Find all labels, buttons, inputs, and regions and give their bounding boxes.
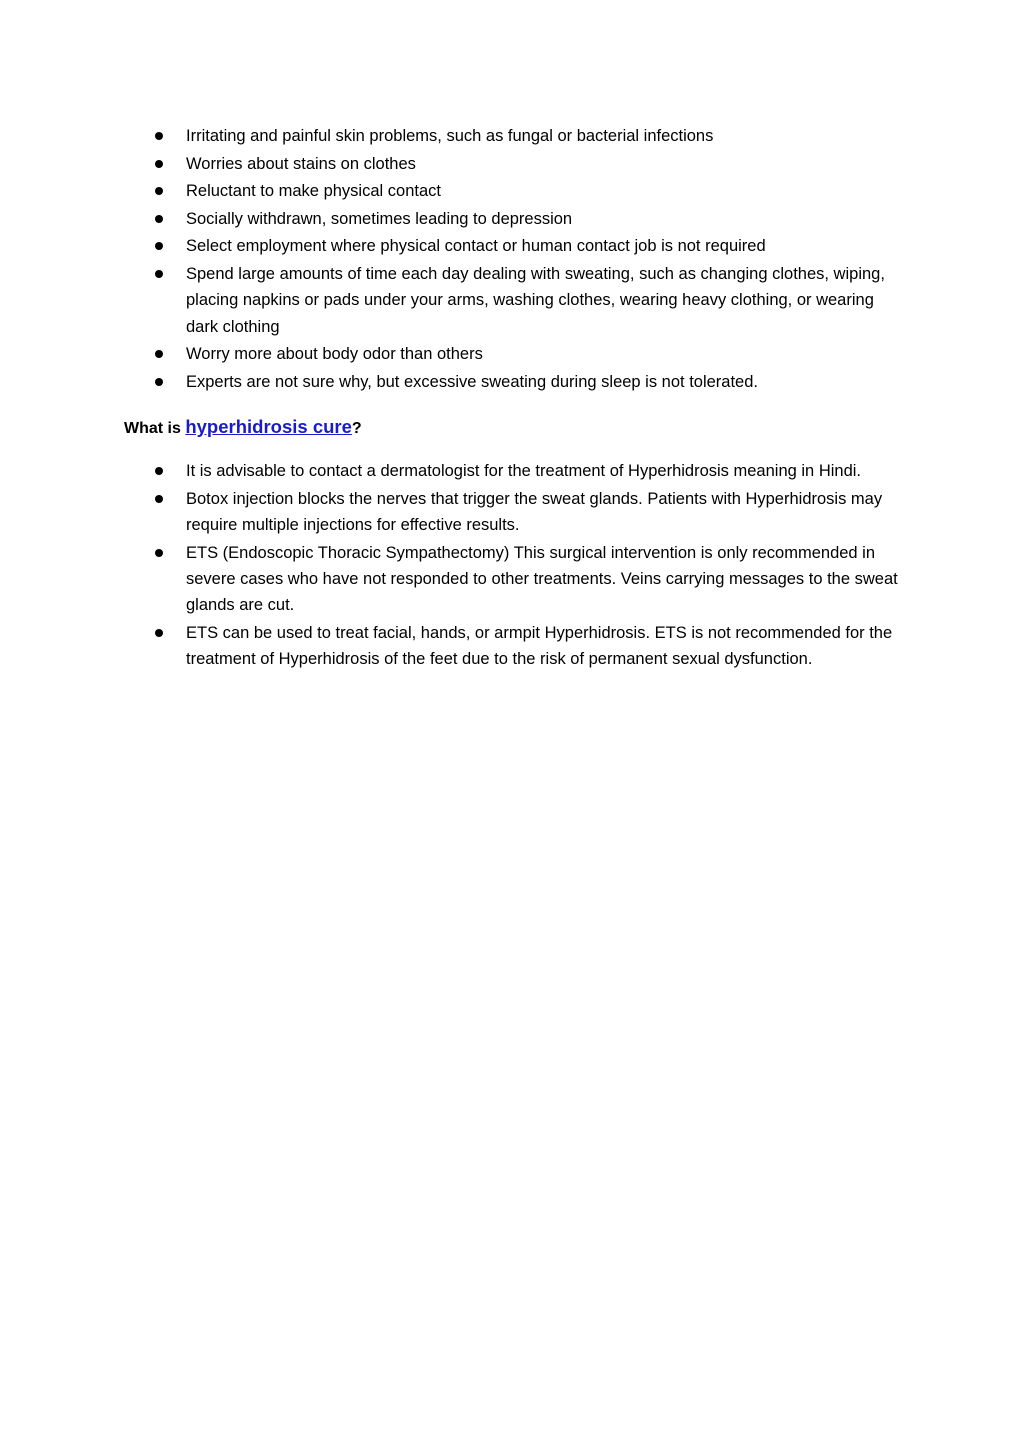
bullet-icon (155, 242, 163, 250)
list-item (186, 369, 898, 395)
bullet-icon (155, 378, 163, 386)
list-item-text: Worries about stains on clothes (186, 154, 416, 173)
list-item-text: It is advisable to contact a dermatologist for the treatment of Hyperhidrosis meaning in Hindi. (186, 462, 862, 480)
hyperhidrosis-cure-link[interactable]: hyperhidrosis cure (185, 416, 352, 437)
list-item-text: Spend large amounts of time each day dealing with sweating, such as changing clothes, wiping, placing napkins or pads under your arms, washing clothes, wearing heavy clothing, or wearing dark clothing (186, 264, 885, 336)
list-item-text: Socially withdrawn, sometimes leading to depression (186, 209, 573, 228)
list-item (186, 178, 898, 204)
treatment-list (186, 458, 898, 674)
list-item (186, 123, 898, 149)
bullet-icon (155, 215, 163, 223)
heading-prefix: What is (124, 420, 186, 437)
list-item (186, 151, 898, 177)
bullet-icon (155, 495, 163, 503)
list-item-text: Reluctant to make physical contact (186, 182, 441, 201)
heading-suffix: ? (351, 420, 362, 437)
list-item (186, 341, 898, 367)
list-item-text: ETS (Endoscopic Thoracic Sympathectomy) This surgical intervention is only recommended in severe cases who have not responded to other treatments. Veins carrying messages to the sweat glands are cut. (186, 543, 898, 615)
list-item-text: Irritating and painful skin problems, such as fungal or bacterial infections (186, 127, 714, 145)
list-item (186, 620, 898, 673)
section-heading (124, 413, 362, 443)
list-item (186, 486, 898, 539)
list-item-text: Experts are not sure why, but excessive sweating during sleep is not tolerated. (186, 372, 758, 391)
list-item-text: Select employment where physical contact or human contact job is not required (186, 237, 766, 256)
list-item-text: Worry more about body odor than others (186, 345, 483, 364)
bullet-icon (155, 187, 163, 195)
bullet-icon (155, 350, 163, 358)
list-item-text: Botox injection blocks the nerves that trigger the sweat glands. Patients with Hyperhidrosis may require multiple injections for effective results. (186, 489, 883, 534)
bullet-icon (155, 549, 163, 557)
list-item (186, 540, 898, 619)
list-item (186, 458, 898, 484)
bullet-icon (155, 467, 163, 475)
symptoms-list (186, 123, 898, 397)
list-item (186, 206, 898, 232)
list-item (186, 261, 898, 340)
list-item-text: ETS can be used to treat facial, hands, or armpit Hyperhidrosis. ETS is not recommended for the treatment of Hyperhidrosis of the feet due to the risk of permanent sexual dysfunction. (186, 624, 893, 669)
bullet-icon (155, 629, 163, 637)
bullet-icon (155, 132, 163, 140)
bullet-icon (155, 160, 163, 168)
bullet-icon (155, 270, 163, 278)
list-item (186, 233, 898, 259)
